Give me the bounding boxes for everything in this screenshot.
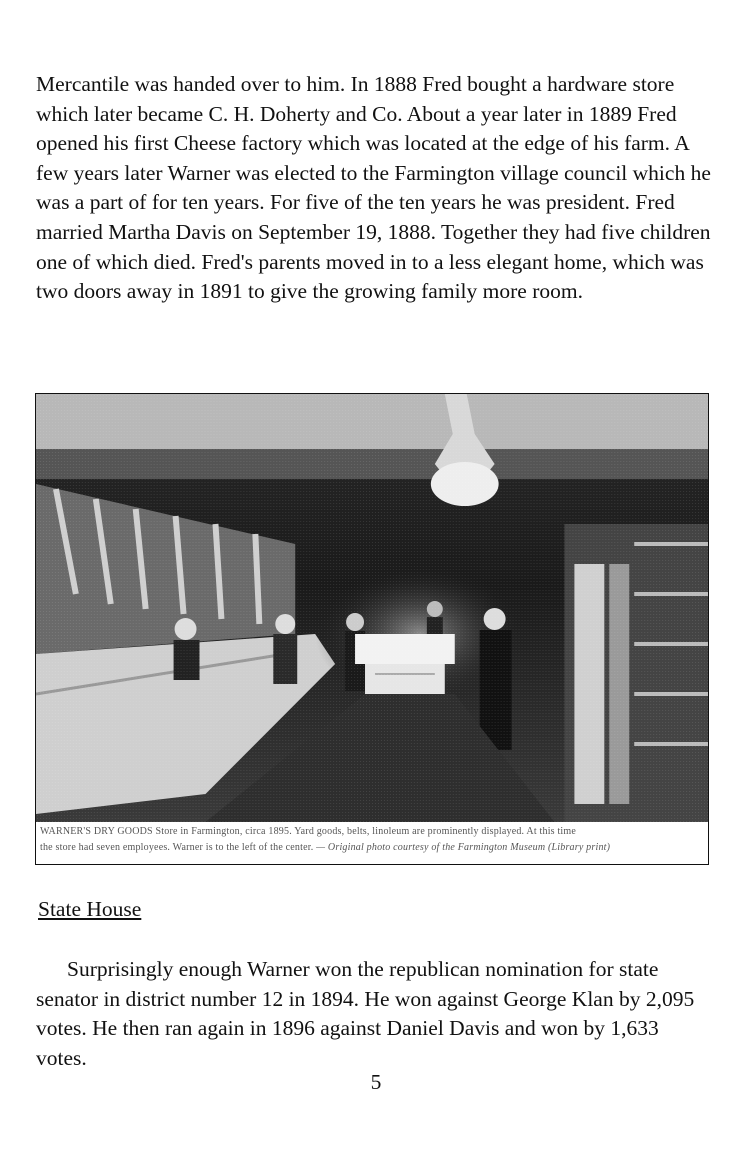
photo-caption [40,824,704,856]
store-photo-figure [35,393,709,865]
photo-caption-credit: — Original photo courtesy of the Farmington Museum (Library print) [316,842,611,853]
photo-caption-line-1: WARNER'S DRY GOODS Store in Farmington, circa 1895. Yard goods, belts, linoleum are prominently displayed. At this time [40,826,577,837]
body-paragraph-2-text: Surprisingly enough Warner won the republican nomination for state senator in district number 12 in 1894. He won against George Klan by 2,095 votes. He then ran again in 1896 against Daniel Davis and won by 1,633 votes. [36,957,695,1070]
section-heading-state-house: State House [38,897,142,921]
dry-goods-store-photo [36,394,708,822]
photo-caption-line-2: the store had seven employees. Warner is to the left of the center. [40,842,314,853]
body-paragraph-2 [36,955,712,1073]
body-paragraph-1: Mercantile was handed over to him. In 1888 Fred bought a hardware store which later became C. H. Doherty and Co. About a year later in 1889 Fred opened his first Cheese factory which was located at the edge of his farm. A few years later Warner was elected to the Farmington village council which he was a part of for ten years. For five of the ten years he was president. Fred married Martha Davis on September 19, 1888. Together they had five children one of which died. Fred's parents moved in to a less elegant home, which was two doors away in 1891 to give the growing family more room. [36,72,711,304]
page-number: 5 [370,1070,382,1094]
